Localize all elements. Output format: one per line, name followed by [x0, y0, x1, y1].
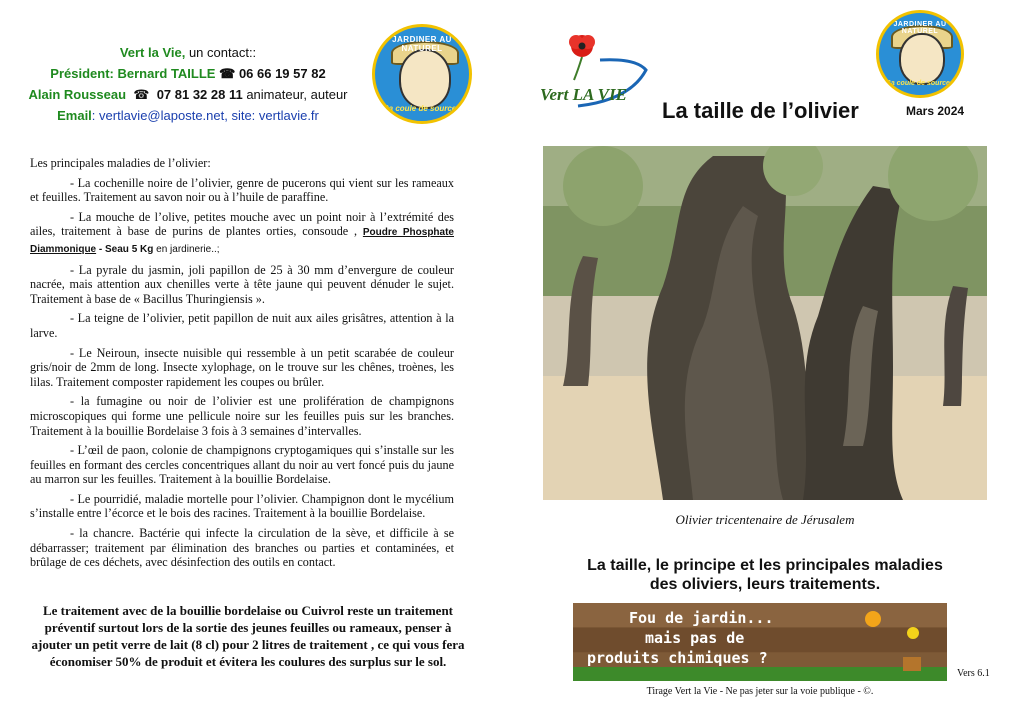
jardiner-badge-logo	[372, 24, 472, 124]
banner-line-1: Fou de jardin...	[629, 609, 774, 627]
contact-block	[18, 42, 358, 126]
email-label: Email	[57, 108, 92, 123]
disease-item: - la fumagine ou noir de l’olivier est une prolifération de champignons microscopiques qui forme une pellicule noire sur les feuilles puis sur les branches. Traitement à la bouillie Bordelaise 3 fois à 3 semaines d’intervalles.	[30, 394, 454, 438]
version-label: Vers 6.1	[957, 668, 990, 679]
badge-top-text: JARDINER AU NATUREL	[893, 21, 947, 35]
disease-item: - Le pourridié, maladie mortelle pour l’olivier. Champignon dont le mycélium s’installe entre l’écorce et le bois des racines. Traitement à la bouillie Bordelaise.	[30, 491, 454, 521]
alain-role: animateur, auteur	[242, 87, 348, 102]
phone-icon: ☎	[219, 66, 236, 81]
badge-bottom-text: Ça coule de source !	[885, 80, 955, 87]
footer-note: Tirage Vert la Vie - Ne pas jeter sur la voie publique - ©.	[646, 686, 874, 697]
disease-item: - Le Neiroun, insecte nuisible qui ressemble à un petit scarabée de couleur gris/noir de 2mm de long. Insecte xylophage, on le trouve sur les chênes, troènes, les lilas. Traitement composter rapidement les coupes ou brûler.	[30, 345, 454, 389]
page-title: La taille de l’olivier	[662, 98, 859, 123]
logo-text: Vert LA VIE	[540, 85, 627, 104]
diseases-intro: Les principales maladies de l’olivier:	[30, 156, 211, 170]
phone-icon: ☎	[133, 87, 150, 102]
president-phone: 06 66 19 57 82	[238, 66, 326, 81]
product-link[interactable]: Poudre Phosphate Diammonique	[30, 227, 454, 255]
subtitle-line-2: des oliviers, leurs traitements.	[649, 576, 881, 593]
alain-phone: 07 81 32 28 11	[156, 87, 243, 102]
disease-item: - La pyrale du jasmin, joli papillon de 25 à 30 mm d’envergure de couleur nacrée, mais attention aux chenilles verte à tête jaune qui peuvent dénuder le sujet. Traitement à base de « Bacillus Thuringiensis ».	[30, 262, 454, 306]
issue-date: Mars 2024	[906, 104, 965, 118]
diseases-section	[30, 156, 454, 575]
banner-line-3: produits chimiques ?	[587, 649, 768, 667]
org-name: Vert la Vie,	[119, 45, 186, 60]
banner-line-2: mais pas de	[645, 629, 745, 647]
garden-banner	[573, 603, 947, 681]
section-subtitle	[543, 556, 987, 594]
alain-name: Alain Rousseau	[28, 87, 127, 102]
badge-bottom-text: Ça coule de source !	[382, 104, 462, 113]
jardiner-badge-logo-right	[876, 10, 964, 98]
vert-la-vie-logo	[538, 30, 650, 110]
product-size: - Seau 5 Kg	[96, 243, 154, 255]
email-value: : vertlavie@laposte.net, site: vertlavie.fr	[91, 108, 319, 123]
photo-caption: Olivier tricentenaire de Jérusalem	[675, 512, 855, 527]
disease-item: - L’œil de paon, colonie de champignons cryptogamiques qui s’installe sur les feuilles en formant des cercles concentriques allant du noir au vert foncé puis du jaune au marron sur les feuilles. Traitement à la bouillie Bordelaise.	[30, 443, 454, 487]
disease-item-fly	[30, 210, 454, 258]
president-label: Président: Bernard TAILLE	[50, 66, 216, 81]
disease-item: - la chancre. Bactérie qui infecte la circulation de la sève, et difficile à se débarrasser; traitement par élimination des branches ou parties et contaminées, et brûlage de ces déchets, avec désinfection des outils en contact.	[30, 526, 454, 570]
disease-item: - La teigne de l’olivier, petit papillon de nuit aux ailes grisâtres, attention à la larve.	[30, 311, 454, 340]
disease-fly-text: - La mouche de l’olive, petites mouche avec un point noir à l’extrémité des ailes, traitement à base de purins de plantes orties, consoude ,	[30, 209, 454, 239]
subtitle-line-1: La taille, le principe et les principales maladies	[587, 557, 943, 574]
disease-item: - La cochenille noire de l’olivier, genre de pucerons qui vient sur les rameaux et feuilles. Traitement au savon noir ou à l’huile de paraffine.	[30, 175, 454, 205]
badge-top-text: JARDINER AU NATUREL	[392, 35, 452, 53]
olive-tree-photo	[543, 146, 987, 500]
treatment-note: Le traitement avec de la bouillie bordelaise ou Cuivrol reste un traitement préventif surtout lors de la sortie des jeunes feuilles ou rameaux, penser à ajouter un petit verre de lait (8 cl) pour 2 litres de traitement , ce qui vous fera économiser 50% de produit et évitera les coulures des surplus sur le sol.	[31, 603, 465, 669]
product-where: en jardinerie..;	[153, 243, 220, 255]
org-contact-label: un contact::	[185, 45, 257, 60]
